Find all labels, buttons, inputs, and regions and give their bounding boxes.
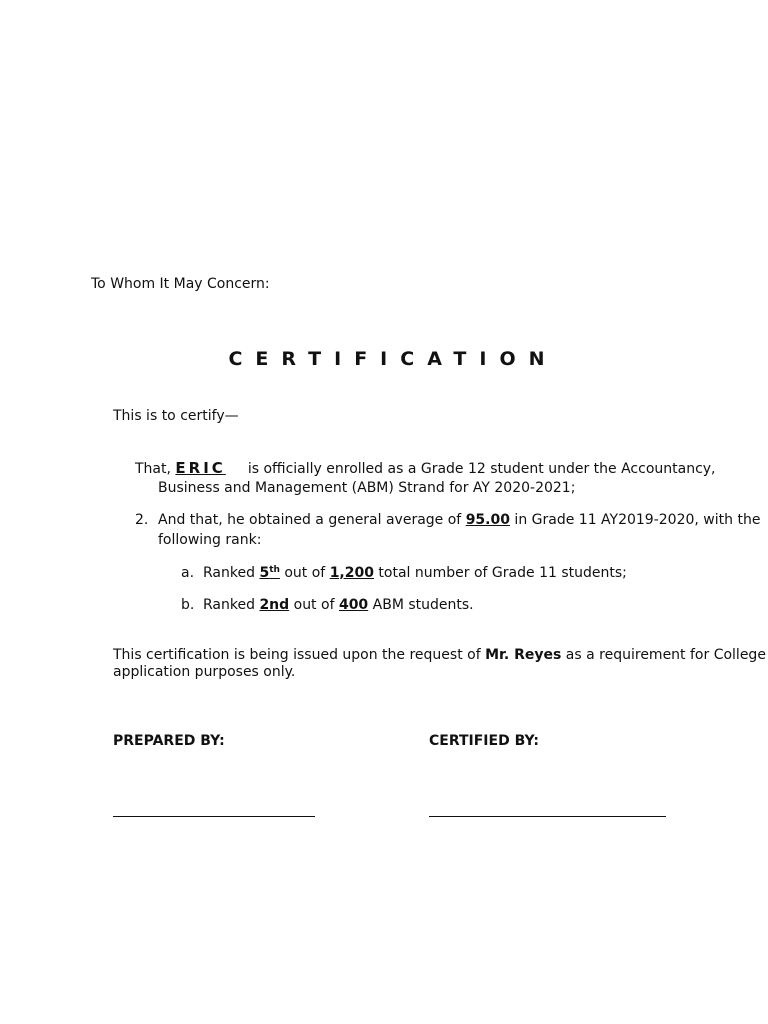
sub-a-middle: out of <box>279 565 330 581</box>
item-2-text-before: And that, he obtained a general average of <box>158 512 466 528</box>
prepared-by-signature-line <box>113 816 315 817</box>
item-2-number: 2. <box>135 512 149 528</box>
total-abm: 400 <box>338 597 369 613</box>
sub-a-suffix: total number of Grade 11 students; <box>373 565 627 581</box>
prepared-by-label: PREPARED BY: <box>113 733 225 749</box>
rank-grade-11: 5th <box>259 565 280 581</box>
general-average: 95.00 <box>465 512 510 528</box>
item-2-line-2: following rank: <box>158 532 262 548</box>
item-1-line-2: Business and Management (ABM) Strand for AY 2020-2021; <box>158 480 576 496</box>
requester-name: Mr. Reyes <box>485 647 562 663</box>
certified-by-signature-line <box>429 816 666 817</box>
sub-item-b <box>203 597 474 613</box>
item-1-text-line-1: is officially enrolled as a Grade 12 student under the Accountancy, <box>243 461 716 477</box>
sub-b-middle: out of <box>289 597 339 613</box>
item-2-line-1 <box>158 512 760 528</box>
student-name: ERIC <box>175 459 226 477</box>
certified-by-label: CERTIFIED BY: <box>429 733 540 749</box>
sub-a-prefix: Ranked <box>203 565 260 581</box>
purpose-line-2: application purposes only. <box>113 664 296 680</box>
item-2-text-after: in Grade 11 AY2019-2020, with the <box>509 512 761 528</box>
total-grade-11: 1,200 <box>329 565 374 581</box>
sub-item-b-letter: b. <box>181 597 195 613</box>
rank-suffix: th <box>269 565 280 575</box>
rank-abm: 2nd <box>259 597 290 613</box>
document-title: CERTIFICATION <box>228 348 558 370</box>
sub-b-prefix: Ranked <box>203 597 260 613</box>
purpose-text-after: as a requirement for College <box>561 647 766 663</box>
purpose-text-before: This certification is being issued upon the request of <box>113 647 486 663</box>
sub-item-a <box>203 565 627 581</box>
item-1-line-1 <box>135 459 716 477</box>
purpose-line-1 <box>113 647 766 663</box>
sub-b-suffix: ABM students. <box>368 597 474 613</box>
item-1-prefix: That, <box>135 461 176 477</box>
intro-line: This is to certify— <box>113 408 239 424</box>
salutation: To Whom It May Concern: <box>91 276 270 292</box>
sub-item-a-letter: a. <box>181 565 195 581</box>
